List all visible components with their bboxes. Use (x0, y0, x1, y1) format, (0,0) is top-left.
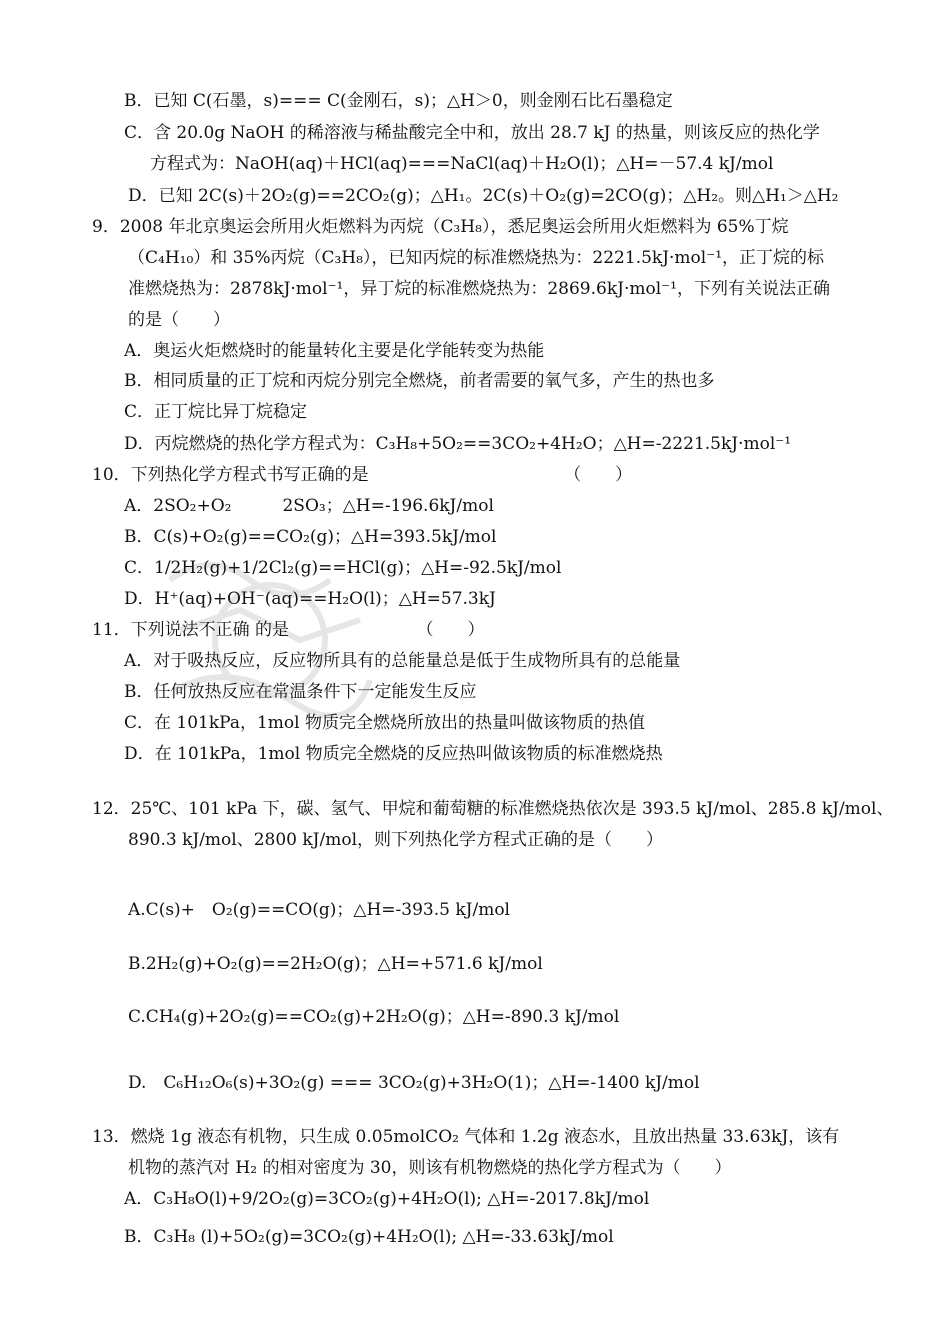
q11-option-c: C．在 101kPa，1mol 物质完全燃烧所放出的热量叫做该物质的热值 (124, 713, 645, 733)
q12-option-b: B.2H₂(g)+O₂(g)==2H₂O(g)；△H=+571.6 kJ/mol (128, 954, 543, 974)
q9-stem-line1: 9．2008 年北京奥运会所用火炬燃料为丙烷（C₃H₈），悉尼奥运会所用火炬燃料为 65%丁烷 (92, 217, 789, 237)
q9-option-a: A．奥运火炬燃烧时的能量转化主要是化学能转变为热能 (124, 341, 545, 361)
q13-stem-line1: 13．燃烧 1g 液态有机物，只生成 0.05molCO₂ 气体和 1.2g 液态水，且放出热量 33.63kJ，该有 (92, 1127, 840, 1147)
q13-option-b: B．C₃H₈ (l)+5O₂(g)=3CO₂(g)+4H₂O(l); △H=-33.63kJ/mol (124, 1227, 614, 1247)
q8-option-c-equation: 方程式为：NaOH(aq)＋HCl(aq)===NaCl(aq)＋H₂O(l)；△H=－57.4 kJ/mol (150, 154, 774, 174)
q8-option-c: C．含 20.0g NaOH 的稀溶液与稀盐酸完全中和，放出 28.7 kJ 的热量，则该反应的热化学 (124, 123, 820, 143)
q12-option-c: C.CH₄(g)+2O₂(g)==CO₂(g)+2H₂O(g)；△H=-890.3 kJ/mol (128, 1007, 620, 1027)
q10-stem: 10．下列热化学方程式书写正确的是 （ ） (92, 465, 633, 485)
q9-stem-line4: 的是（ ） (128, 310, 230, 330)
q12-stem-line1: 12．25℃、101 kPa 下，碳、氢气、甲烷和葡萄糖的标准燃烧热依次是 393.5 kJ/mol、285.8 kJ/mol、 (92, 799, 894, 819)
q12-stem-line2: 890.3 kJ/mol、2800 kJ/mol，则下列热化学方程式正确的是（ ） (128, 830, 664, 850)
q11-option-a: A．对于吸热反应，反应物所具有的总能量总是低于生成物所具有的总能量 (124, 651, 681, 671)
q10-option-c: C．1/2H₂(g)+1/2Cl₂(g)==HCl(g)；△H=-92.5kJ/mol (124, 558, 562, 578)
q9-option-d: D．丙烷燃烧的热化学方程式为：C₃H₈+5O₂==3CO₂+4H₂O；△H=-2221.5kJ·mol⁻¹ (124, 434, 792, 454)
q10-option-a: A．2SO₂+O₂ 2SO₃；△H=-196.6kJ/mol (124, 496, 494, 516)
q12-option-a: A.C(s)+ O₂(g)==CO(g)；△H=-393.5 kJ/mol (128, 900, 510, 920)
watermark-stamp (150, 540, 390, 740)
q10-option-b: B．C(s)+O₂(g)==CO₂(g)；△H=393.5kJ/mol (124, 527, 497, 547)
q11-stem: 11．下列说法不正确 的是 （ ） (92, 620, 485, 640)
q9-option-b: B．相同质量的正丁烷和丙烷分别完全燃烧，前者需要的氧气多，产生的热也多 (124, 371, 715, 391)
q13-option-a: A．C₃H₈O(l)+9/2O₂(g)=3CO₂(g)+4H₂O(l); △H=-2017.8kJ/mol (124, 1189, 650, 1209)
q10-option-d: D．H⁺(aq)+OH⁻(aq)==H₂O(l)；△H=57.3kJ (124, 589, 496, 609)
q9-stem-line2: （C₄H₁₀）和 35%丙烷（C₃H₈），已知丙烷的标准燃烧热为：2221.5kJ·mol⁻¹，正丁烷的标 (128, 248, 825, 268)
q11-option-d: D．在 101kPa，1mol 物质完全燃烧的反应热叫做该物质的标准燃烧热 (124, 744, 663, 764)
q13-stem-line2: 机物的蒸汽对 H₂ 的相对密度为 30，则该有机物燃烧的热化学方程式为（ ） (128, 1158, 732, 1178)
q9-option-c: C．正丁烷比异丁烷稳定 (124, 402, 308, 422)
q8-option-b: B．已知 C(石墨，s)=== C(金刚石，s)；△H＞0，则金刚石比石墨稳定 (124, 91, 673, 111)
q9-stem-line3: 准燃烧热为：2878kJ·mol⁻¹，异丁烷的标准燃烧热为：2869.6kJ·mol⁻¹，下列有关说法正确 (128, 279, 830, 299)
q8-option-d: D．已知 2C(s)＋2O₂(g)==2CO₂(g)；△H₁。2C(s)＋O₂(g)=2CO(g)；△H₂。则△H₁＞△H₂ (128, 186, 839, 206)
q12-option-d: D. C₆H₁₂O₆(s)+3O₂(g) === 3CO₂(g)+3H₂O(1)；△H=-1400 kJ/mol (128, 1073, 700, 1093)
q11-option-b: B．任何放热反应在常温条件下一定能发生反应 (124, 682, 477, 702)
